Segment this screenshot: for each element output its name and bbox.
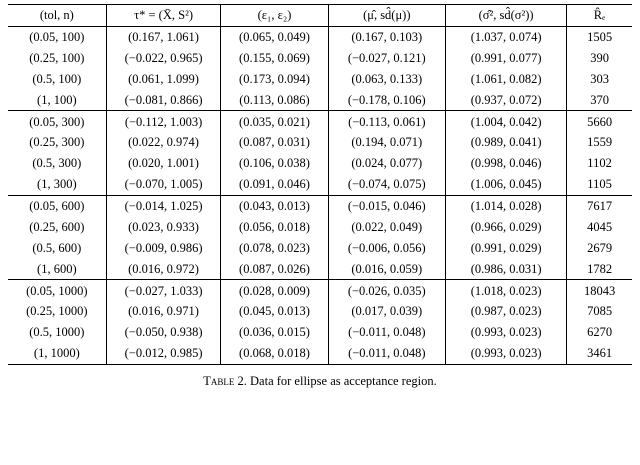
cell-r-hat-e: 370 xyxy=(590,92,609,107)
cell-epsilons: (0.173, 0.094) xyxy=(221,69,328,90)
cell-sigma-hat: (1.004, 0.042) xyxy=(446,111,567,132)
cell-tol-n: (0.5, 600) xyxy=(8,238,106,259)
cell-tol-n: (0.05, 300) xyxy=(8,111,106,132)
cell-mu-hat: (0.017, 0.039) xyxy=(328,301,446,322)
cell-tau-star: (−0.027, 1.033) xyxy=(106,280,221,301)
cell-mu-hat: (0.194, 0.071) xyxy=(328,132,446,153)
cell-sigma-hat: (0.993, 0.023) xyxy=(446,322,567,343)
cell-epsilons: (0.036, 0.015) xyxy=(221,322,328,343)
table-row xyxy=(8,111,632,132)
cell-tau-star: (−0.022, 0.965) xyxy=(106,48,221,69)
cell-sigma-hat: (0.987, 0.023) xyxy=(446,301,567,322)
cell-r-hat-e: 5660 xyxy=(567,111,632,132)
table-row xyxy=(8,280,632,301)
cell-epsilons: (0.155, 0.069) xyxy=(221,48,328,69)
cell-tau-star: (0.061, 1.099) xyxy=(106,69,221,90)
cell-tol-n: (1, 1000) xyxy=(8,343,106,364)
cell-tol-n: (0.5, 1000) xyxy=(8,322,106,343)
cell-r-hat-e: 3461 xyxy=(587,346,613,361)
cell-sigma-hat: (0.989, 0.041) xyxy=(446,132,567,153)
cell-mu-hat: (0.016, 0.059) xyxy=(328,259,446,280)
cell-r-hat-e: 4045 xyxy=(587,219,613,234)
cell-tau-star: (−0.050, 0.938) xyxy=(106,322,221,343)
cell-tau-star: (−0.081, 0.866) xyxy=(106,90,221,111)
cell-mu-hat: (−0.027, 0.121) xyxy=(328,48,446,69)
cell-tau-star: (−0.009, 0.986) xyxy=(106,238,221,259)
table-row xyxy=(8,153,632,174)
cell-tol-n: (0.5, 100) xyxy=(8,69,106,90)
column-header-r-hat-e: R̂ₑ xyxy=(567,5,632,27)
cell-epsilons: (0.045, 0.013) xyxy=(221,301,328,322)
cell-tau-star: (−0.012, 0.985) xyxy=(106,343,221,364)
cell-sigma-hat: (0.986, 0.031) xyxy=(446,259,567,280)
cell-sigma-hat: (0.993, 0.023) xyxy=(446,343,567,364)
cell-tol-n: (1, 600) xyxy=(8,259,106,280)
cell-r-hat-e: 390 xyxy=(590,50,609,65)
cell-r-hat-e: 2679 xyxy=(587,240,613,255)
table-row xyxy=(8,217,632,238)
cell-tau-star: (0.020, 1.001) xyxy=(106,153,221,174)
table-row xyxy=(8,48,632,69)
table-row xyxy=(8,174,632,195)
cell-epsilons: (0.065, 0.049) xyxy=(221,26,328,47)
column-header-epsilons: (ε₁, ε₂) xyxy=(221,5,328,27)
cell-epsilons: (0.068, 0.018) xyxy=(221,343,328,364)
cell-epsilons: (0.078, 0.023) xyxy=(221,238,328,259)
cell-mu-hat: (0.024, 0.077) xyxy=(328,153,446,174)
cell-mu-hat: (−0.011, 0.048) xyxy=(328,343,446,364)
cell-tau-star: (0.023, 0.933) xyxy=(106,217,221,238)
column-header-tol-n: (tol, n) xyxy=(8,5,106,27)
table-header-row xyxy=(8,5,632,27)
cell-sigma-hat: (0.991, 0.029) xyxy=(446,238,567,259)
caption-text: Data for ellipse as acceptance region. xyxy=(250,373,437,388)
cell-tau-star: (−0.014, 1.025) xyxy=(106,195,221,216)
table-row xyxy=(8,343,632,364)
cell-mu-hat: (−0.026, 0.035) xyxy=(328,280,446,301)
table-row xyxy=(8,69,632,90)
cell-tau-star: (−0.070, 1.005) xyxy=(106,174,221,195)
cell-tau-star: (0.016, 0.971) xyxy=(106,301,221,322)
cell-r-hat-e: 6270 xyxy=(587,325,613,340)
table-row xyxy=(8,259,632,280)
cell-mu-hat: (−0.178, 0.106) xyxy=(328,90,446,111)
table-body xyxy=(8,26,632,364)
cell-tol-n: (1, 100) xyxy=(8,90,106,111)
cell-tau-star: (−0.112, 1.003) xyxy=(106,111,221,132)
cell-mu-hat: (−0.015, 0.046) xyxy=(328,195,446,216)
cell-mu-hat: (0.022, 0.049) xyxy=(328,217,446,238)
cell-mu-hat: (0.063, 0.133) xyxy=(328,69,446,90)
cell-epsilons: (0.087, 0.026) xyxy=(221,259,328,280)
cell-sigma-hat: (0.937, 0.072) xyxy=(446,90,567,111)
cell-r-hat-e: 1559 xyxy=(587,135,613,150)
table-header xyxy=(8,5,632,27)
cell-r-hat-e: 7617 xyxy=(567,195,632,216)
cell-tol-n: (0.5, 300) xyxy=(8,153,106,174)
cell-epsilons: (0.028, 0.009) xyxy=(221,280,328,301)
column-header-tau-star: τ* = (X̄, S²) xyxy=(106,5,221,27)
cell-sigma-hat: (1.018, 0.023) xyxy=(446,280,567,301)
table-caption xyxy=(8,374,632,389)
cell-sigma-hat: (1.061, 0.082) xyxy=(446,69,567,90)
cell-epsilons: (0.087, 0.031) xyxy=(221,132,328,153)
table-row xyxy=(8,132,632,153)
cell-mu-hat: (−0.006, 0.056) xyxy=(328,238,446,259)
cell-epsilons: (0.056, 0.018) xyxy=(221,217,328,238)
cell-r-hat-e: 303 xyxy=(590,71,609,86)
cell-tol-n: (0.05, 600) xyxy=(8,195,106,216)
table-row xyxy=(8,26,632,47)
cell-tol-n: (0.25, 300) xyxy=(8,132,106,153)
cell-r-hat-e: 1505 xyxy=(587,30,613,45)
cell-tol-n: (0.25, 600) xyxy=(8,217,106,238)
cell-sigma-hat: (0.998, 0.046) xyxy=(446,153,567,174)
cell-mu-hat: (−0.113, 0.061) xyxy=(328,111,446,132)
cell-sigma-hat: (1.006, 0.045) xyxy=(446,174,567,195)
cell-tau-star: (0.016, 0.972) xyxy=(106,259,221,280)
table-row xyxy=(8,322,632,343)
cell-tol-n: (0.25, 100) xyxy=(8,48,106,69)
cell-tau-star: (0.167, 1.061) xyxy=(106,26,221,47)
cell-r-hat-e: 1105 xyxy=(587,177,612,192)
cell-tol-n: (0.05, 1000) xyxy=(8,280,106,301)
results-table xyxy=(8,4,632,365)
cell-tau-star: (0.022, 0.974) xyxy=(106,132,221,153)
table-row xyxy=(8,301,632,322)
caption-label: Table 2. xyxy=(203,373,247,388)
cell-epsilons: (0.113, 0.086) xyxy=(221,90,328,111)
cell-sigma-hat: (0.966, 0.029) xyxy=(446,217,567,238)
cell-sigma-hat: (1.014, 0.028) xyxy=(446,195,567,216)
cell-mu-hat: (−0.011, 0.048) xyxy=(328,322,446,343)
cell-r-hat-e: 1782 xyxy=(587,261,613,276)
cell-r-hat-e: 1102 xyxy=(587,156,612,171)
cell-sigma-hat: (0.991, 0.077) xyxy=(446,48,567,69)
table-row xyxy=(8,238,632,259)
cell-r-hat-e: 18043 xyxy=(567,280,632,301)
column-header-sigma-hat: (σ̂², sd̂(σ²)) xyxy=(446,5,567,27)
cell-mu-hat: (−0.074, 0.075) xyxy=(328,174,446,195)
cell-epsilons: (0.091, 0.046) xyxy=(221,174,328,195)
cell-tol-n: (1, 300) xyxy=(8,174,106,195)
cell-sigma-hat: (1.037, 0.074) xyxy=(446,26,567,47)
cell-r-hat-e: 7085 xyxy=(587,304,613,319)
cell-tol-n: (0.25, 1000) xyxy=(8,301,106,322)
table-row xyxy=(8,195,632,216)
column-header-mu-hat: (μ̂, sd̂(μ)) xyxy=(328,5,446,27)
cell-mu-hat: (0.167, 0.103) xyxy=(328,26,446,47)
cell-epsilons: (0.106, 0.038) xyxy=(221,153,328,174)
cell-tol-n: (0.05, 100) xyxy=(8,26,106,47)
table-row xyxy=(8,90,632,111)
cell-epsilons: (0.043, 0.013) xyxy=(221,195,328,216)
cell-epsilons: (0.035, 0.021) xyxy=(221,111,328,132)
